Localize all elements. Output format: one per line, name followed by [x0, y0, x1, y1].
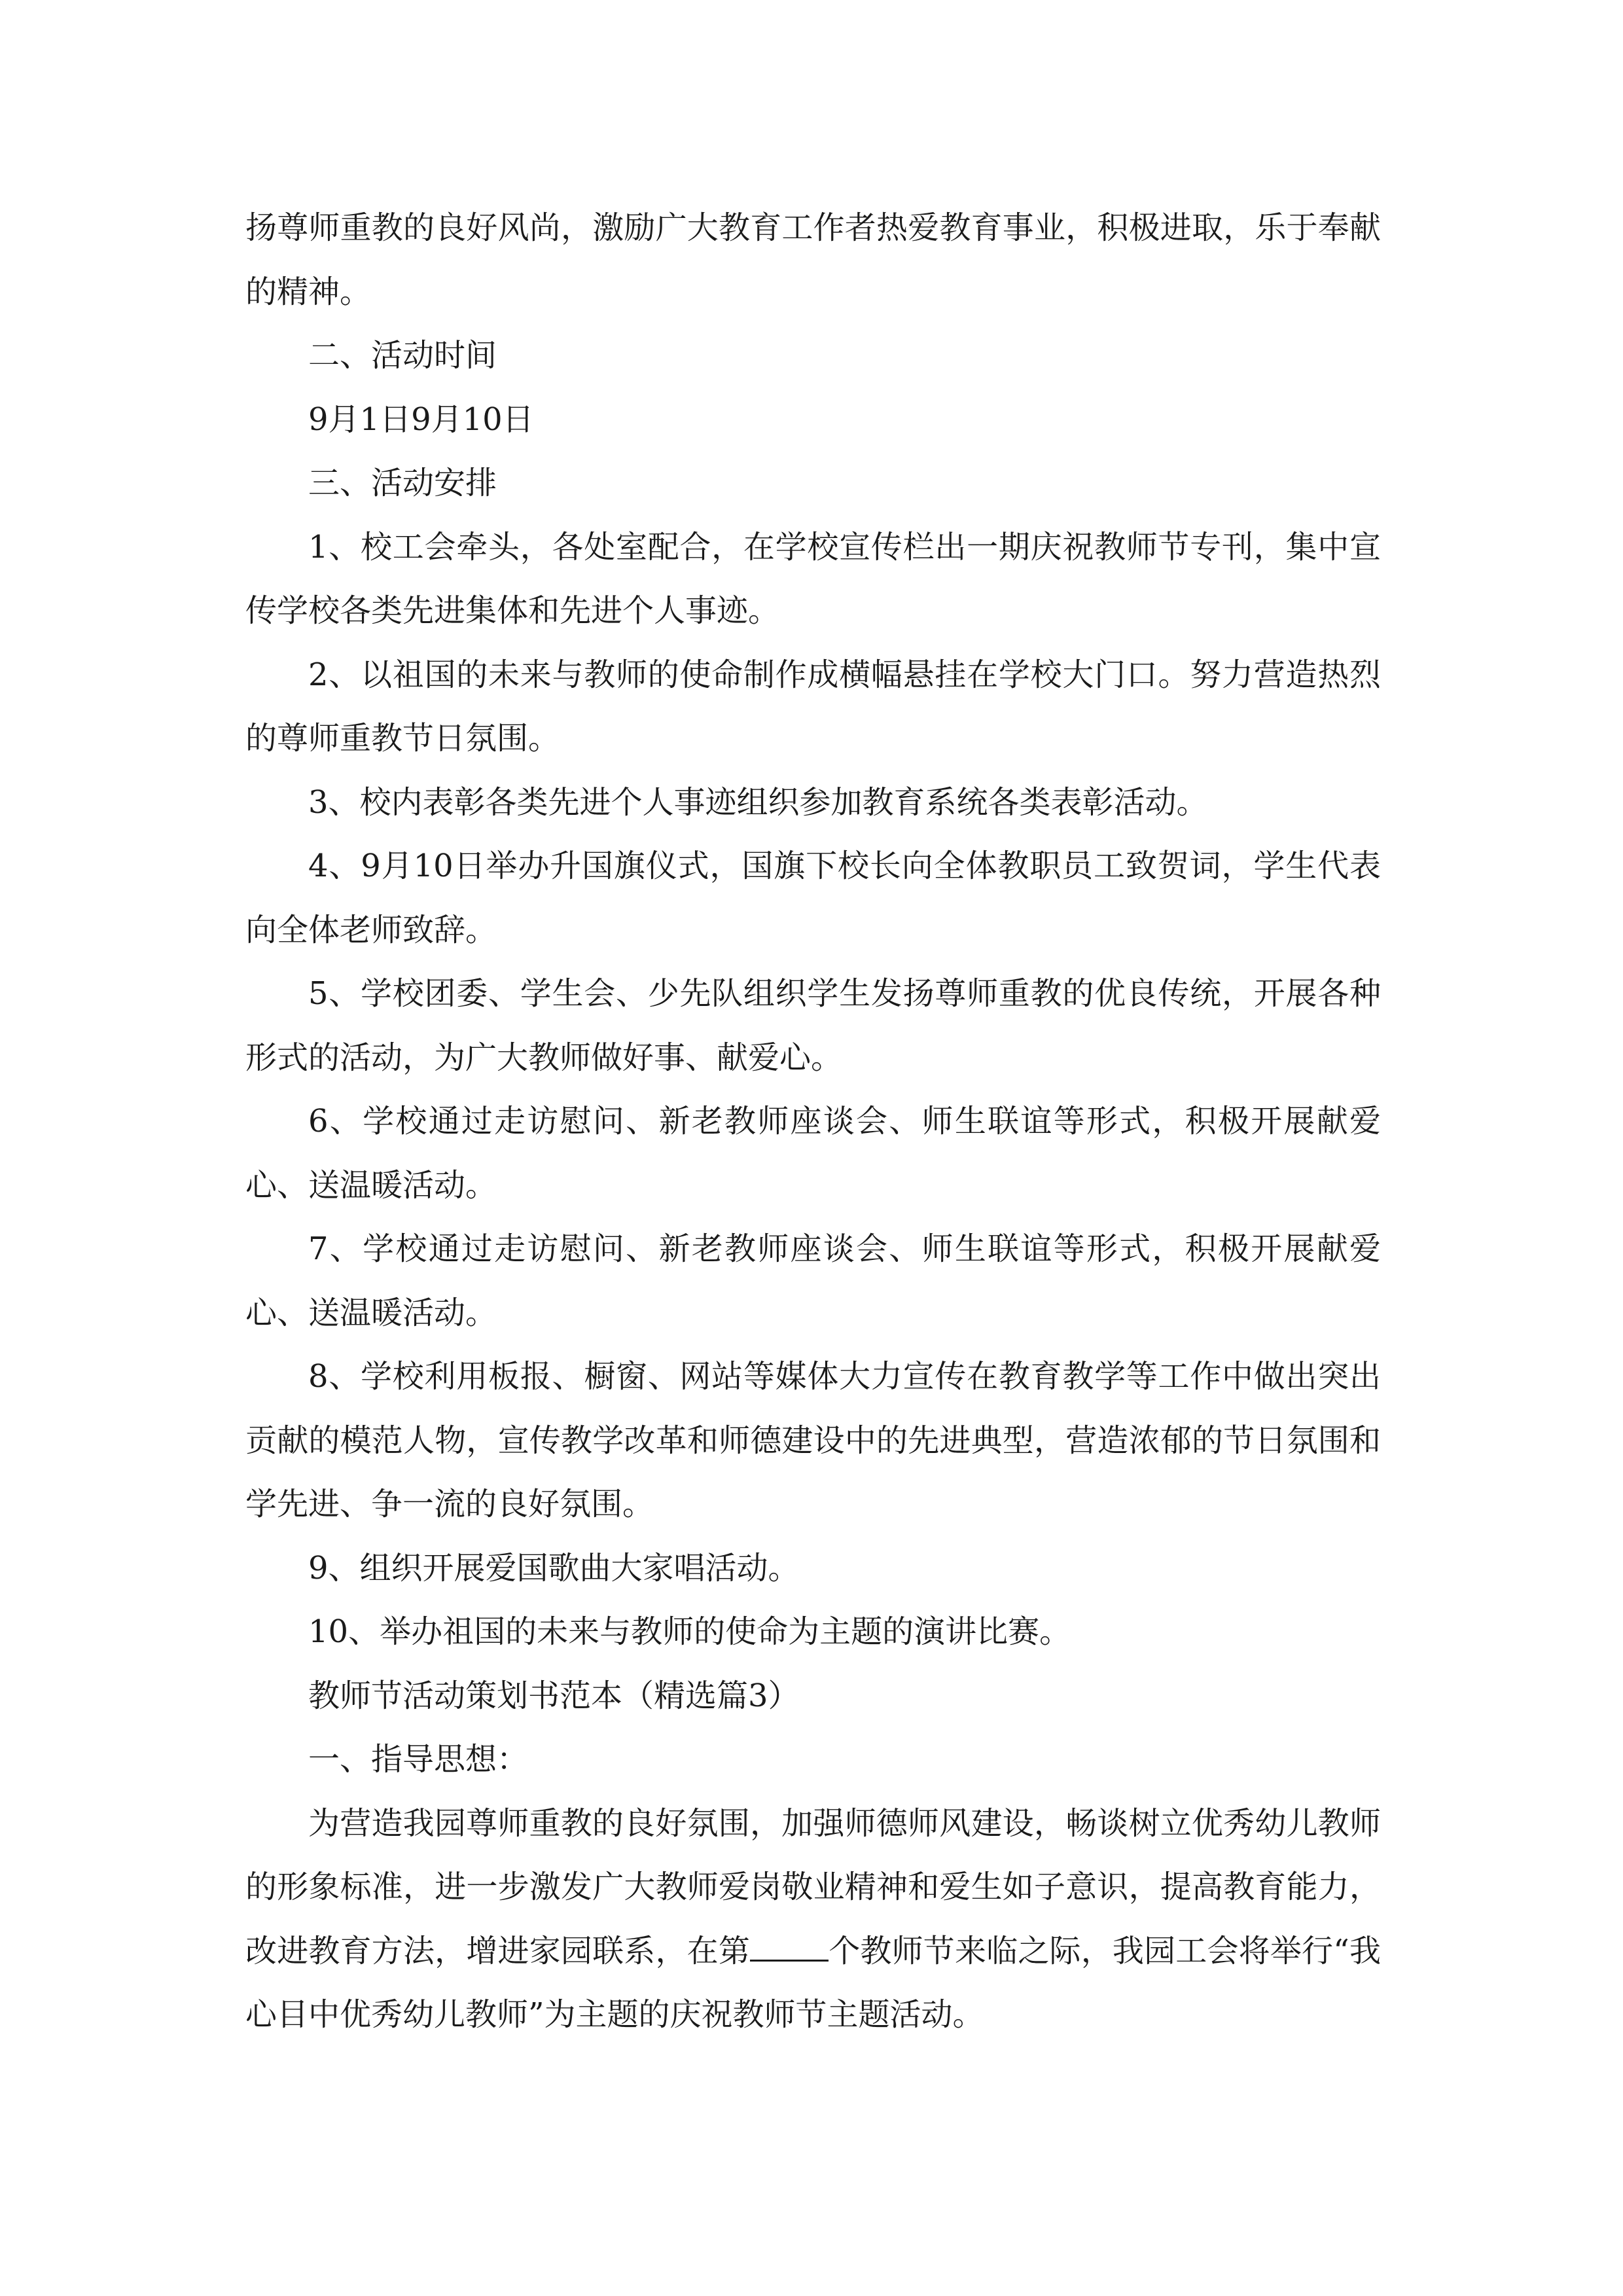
arrangement-item-6: 6、学校通过走访慰问、新老教师座谈会、师生联谊等形式，积极开展献爱心、送温暖活动。 [245, 1103, 1381, 1204]
section-heading-activity-arrangement: 三、活动安排 [308, 465, 497, 501]
arrangement-item-9: 9、组织开展爱国歌曲大家唱活动。 [308, 1549, 800, 1587]
arrangement-item-3: 3、校内表彰各类先进个人事迹组织参加教育系统各类表彰活动。 [308, 783, 1208, 821]
arrangement-item-8: 8、学校利用板报、橱窗、网站等媒体大力宣传在教育教学等工作中做出突出贡献的模范人物，宣传教学改革和师德建设中的先进典型，营造浓郁的节日氛围和学先进、争一流的良好氛围。 [245, 1358, 1381, 1522]
document-body [245, 196, 1381, 2047]
section-heading-activity-time: 二、活动时间 [308, 337, 497, 374]
paragraph-continuation: 扬尊师重教的良好风尚，激励广大教育工作者热爱教育事业，积极进取，乐于奉献的精神。 [245, 209, 1381, 310]
arrangement-item-5: 5、学校团委、学生会、少先队组织学生发扬尊师重教的优良传统，开展各种形式的活动，为广大教师做好事、献爱心。 [245, 975, 1381, 1076]
guiding-ideology-paragraph [245, 1792, 1381, 2047]
guiding-ideology-text-start: 为营造我园尊师重教的良好氛围，加强师德师风建设，畅谈树立优秀幼儿教师的形象标准，进一步激发广大教师爱岗敬业精神和爱生如子意识，提高教育能力，改进教育方法，增进家园联系，在第 [245, 1804, 1381, 1969]
arrangement-item-2: 2、以祖国的未来与教师的使命制作成横幅悬挂在学校大门口。努力营造热烈的尊师重教节日氛围。 [245, 656, 1381, 757]
guiding-ideology-text-end: 个教师节来临之际，我园工会将举行“我心目中优秀幼儿教师”为主题的庆祝教师节主题活动。 [245, 1932, 1381, 2033]
article-title-part-3: 教师节活动策划书范本（精选篇3） [308, 1677, 800, 1714]
arrangement-item-4: 4、9月10日举办升国旗仪式，国旗下校长向全体教职员工致贺词，学生代表向全体老师致辞。 [245, 848, 1381, 948]
arrangement-item-10: 10、举办祖国的未来与教师的使命为主题的演讲比赛。 [308, 1613, 1071, 1650]
arrangement-item-7: 7、学校通过走访慰问、新老教师座谈会、师生联谊等形式，积极开展献爱心、送温暖活动。 [245, 1230, 1381, 1331]
activity-date-range: 9月1日9月10日 [308, 401, 534, 438]
fill-in-blank [750, 1932, 829, 1962]
arrangement-item-1: 1、校工会牵头，各处室配合，在学校宣传栏出一期庆祝教师节专刊，集中宣传学校各类先进集体和先进个人事迹。 [245, 528, 1381, 629]
section-heading-guiding-ideology: 一、指导思想： [308, 1741, 529, 1778]
